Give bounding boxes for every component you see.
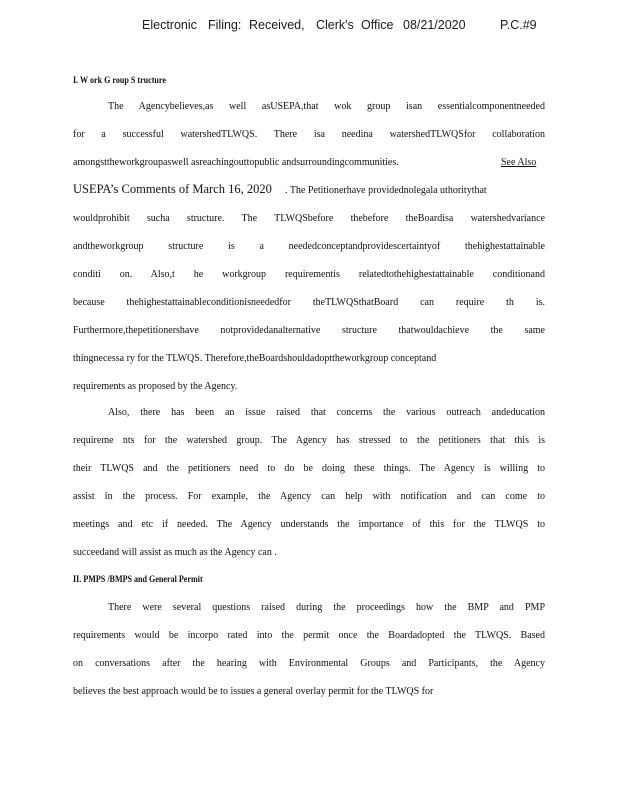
paragraph-line: assist in the process. For example, the Agency can help with notification and can come to xyxy=(73,491,545,502)
paragraph-line: Also, there has been an issue raised that concerns the various outreach andeducation xyxy=(108,407,545,418)
paragraph-line: succeedand will assist as much as the Agency can . xyxy=(73,547,277,558)
paragraph-line: conditi on. Also,t he workgroup requirementis relatedtothehighestattainable conditionand xyxy=(73,269,545,280)
paragraph-line: thingnecessa ry for the TLWQS. Therefore,theBoardshouldadopttheworkgroup conceptand xyxy=(73,353,437,364)
section-heading-pmps-bmps-general-permit: II. PMPS /BMPS and General Permit xyxy=(73,575,203,585)
header-clerks: Clerk's xyxy=(316,18,354,32)
paragraph-line: because thehighestattainableconditionisneededfor theTLWQSthatBoard can require th is. xyxy=(73,297,545,308)
paragraph-line: for a successful watershedTLWQS. There isa needina watershedTLWQSfor collaboration xyxy=(73,129,545,140)
paragraph-line: wouldprohibit sucha structure. The TLWQSbefore thebefore theBoardisa watershedvariance xyxy=(73,213,545,224)
header-received: Received, xyxy=(249,18,305,32)
header-filing: Filing: xyxy=(208,18,242,32)
header-date: 08/21/2020 xyxy=(403,18,466,32)
paragraph-line: their TLWQS and the petitioners need to do be doing these things. The Agency is willing to xyxy=(73,463,545,474)
paragraph-line: believes the best approach would be to issues a general overlay permit for the TLWQS for xyxy=(73,686,434,697)
paragraph-line: andtheworkgroup structure is a neededconceptandprovidescertaintyof thehighestattainable xyxy=(73,241,545,252)
usepa-comments-citation: USEPA’s Comments of March 16, 2020 xyxy=(73,182,272,196)
paragraph-line: requirements would be incorpo rated into the permit once the Boardadopted the TLWQS. Based xyxy=(73,630,545,641)
paragraph-line: . The Petitionerhave providednolegala uthoritythat xyxy=(285,185,487,196)
section-heading-work-group-structure: I. W ork G roup S tructure xyxy=(73,76,166,86)
paragraph-line: The Agencybelieves,as well asUSEPA,that wok group isan essentialcomponentneeded xyxy=(108,101,545,112)
paragraph-line: amongsttheworkgroupaswell asreachingouttopublic andsurroundingcommunities. xyxy=(73,157,399,168)
paragraph-line: requirements as proposed by the Agency. xyxy=(73,381,238,392)
paragraph-line: There were several questions raised during the proceedings how the BMP and PMP xyxy=(108,602,545,613)
paragraph-line: Furthermore,thepetitionershave notprovidedanalternative structure thatwouldachieve the same xyxy=(73,325,545,336)
paragraph-line: requireme nts for the watershed group. The Agency has stressed to the petitioners that this is xyxy=(73,435,545,446)
header-office: Office xyxy=(361,18,394,32)
paragraph-line: on conversations after the hearing with Environmental Groups and Participants, the Agency xyxy=(73,658,545,669)
header-electronic: Electronic xyxy=(142,18,197,32)
paragraph-line: meetings and etc if needed. The Agency understands the importance of this for the TLWQS to xyxy=(73,519,545,530)
see-also-citation: See Also xyxy=(501,157,537,168)
header-pc-number: P.C.#9 xyxy=(500,18,537,32)
